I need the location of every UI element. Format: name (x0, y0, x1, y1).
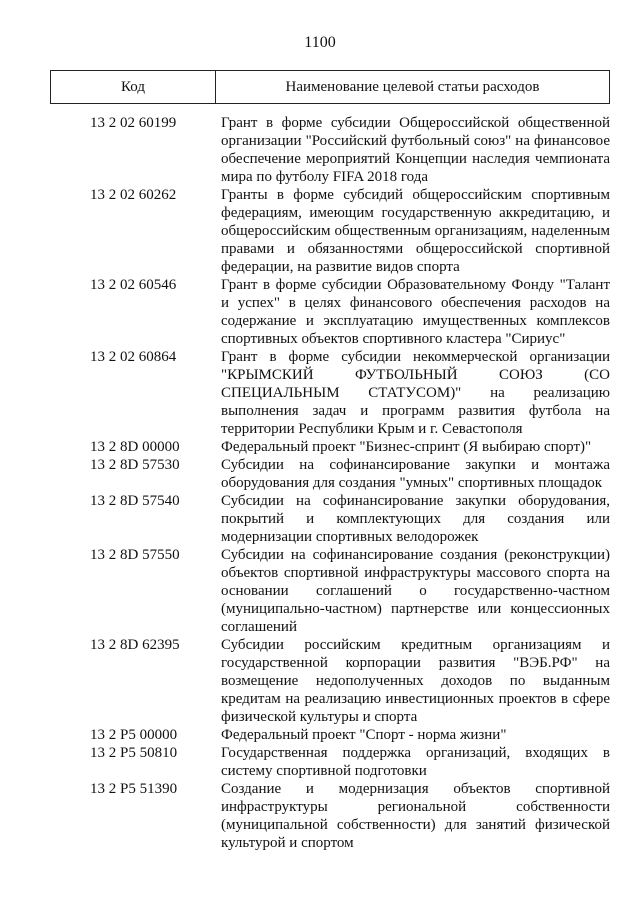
table-row (0, 114, 640, 186)
table-row (0, 492, 640, 546)
column-header-name: Наименование целевой статьи расходов (216, 71, 610, 103)
row-name: Субсидии российским кредитным организациям и государственной корпорации развития "ВЭБ.РФ" на возмещение недополученных доходов по выданным кредитам на реализацию инвестиционных проектов в сфере физической культуры и спорта (221, 637, 610, 725)
table-row (0, 348, 640, 438)
table-row (0, 744, 640, 780)
table-row (0, 780, 640, 852)
row-code: 13 2 02 60262 (90, 187, 177, 203)
row-name: Субсидии на софинансирование закупки оборудования, покрытий и комплектующих для создания или модернизации спортивных велодорожек (221, 493, 610, 545)
row-name: Создание и модернизация объектов спортивной инфраструктуры региональной собственности (муниципальной собственности) для занятий физической культурой и спортом (221, 781, 610, 851)
row-code: 13 2 8D 62395 (90, 637, 180, 653)
row-name: Грант в форме субсидии Общероссийской общественной организации "Российский футбольный союз" на финансовое обеспечение мероприятий Концепции наследия чемпионата мира по футболу FIFA 2018 года (221, 115, 610, 185)
row-code: 13 2 8D 57550 (90, 547, 180, 563)
row-name: Грант в форме субсидии некоммерческой организации "КРЫМСКИЙ ФУТБОЛЬНЫЙ СОЮЗ (СО СПЕЦИАЛЬНЫМ СТАТУСОМ)" на реализацию выполнения задач и программ развития футбола на территории Республики Крым и г. Севастополя (221, 349, 610, 437)
column-header-code: Код (50, 71, 216, 103)
table-row (0, 726, 640, 744)
row-code: 13 2 02 60199 (90, 115, 177, 131)
row-code: 13 2 02 60546 (90, 277, 177, 293)
row-name: Субсидии на софинансирование создания (реконструкции) объектов спортивной инфраструктуры массового спорта на основании соглашений о государственно-частном (муниципально-частном) партнерстве или концессионных соглашений (221, 547, 610, 635)
table-row (0, 456, 640, 492)
row-code: 13 2 02 60864 (90, 349, 177, 365)
table-row (0, 186, 640, 276)
row-name: Субсидии на софинансирование закупки и монтажа оборудования для создания "умных" спортивных площадок (221, 457, 610, 491)
table-header (50, 70, 610, 104)
row-name: Федеральный проект "Бизнес-спринт (Я выбираю спорт)" (221, 439, 592, 455)
row-code: 13 2 8D 57530 (90, 457, 180, 473)
table-body (0, 114, 640, 852)
table-row (0, 438, 640, 456)
table-row (0, 636, 640, 726)
row-code: 13 2 8D 00000 (90, 439, 180, 455)
row-code: 13 2 P5 51390 (90, 781, 178, 797)
page-number: 1100 (304, 34, 336, 51)
row-name: Гранты в форме субсидий общероссийским спортивным федерациям, имеющим государственную аккредитацию, и общероссийским общественным организациям, наделенным правами и обязанностями общероссийской спортивной федерации, на развитие видов спорта (221, 187, 610, 275)
row-code: 13 2 8D 57540 (90, 493, 180, 509)
table-row (0, 546, 640, 636)
row-code: 13 2 P5 50810 (90, 745, 178, 761)
row-code: 13 2 P5 00000 (90, 727, 178, 743)
table-row (0, 276, 640, 348)
row-name: Государственная поддержка организаций, входящих в систему спортивной подготовки (221, 745, 610, 779)
row-name: Федеральный проект "Спорт - норма жизни" (221, 727, 507, 743)
row-name: Грант в форме субсидии Образовательному Фонду "Талант и успех" в целях финансового обеспечения расходов на содержание и эксплуатацию имущественных комплексов спортивных объектов спортивного кластера "Сириус" (221, 277, 610, 347)
